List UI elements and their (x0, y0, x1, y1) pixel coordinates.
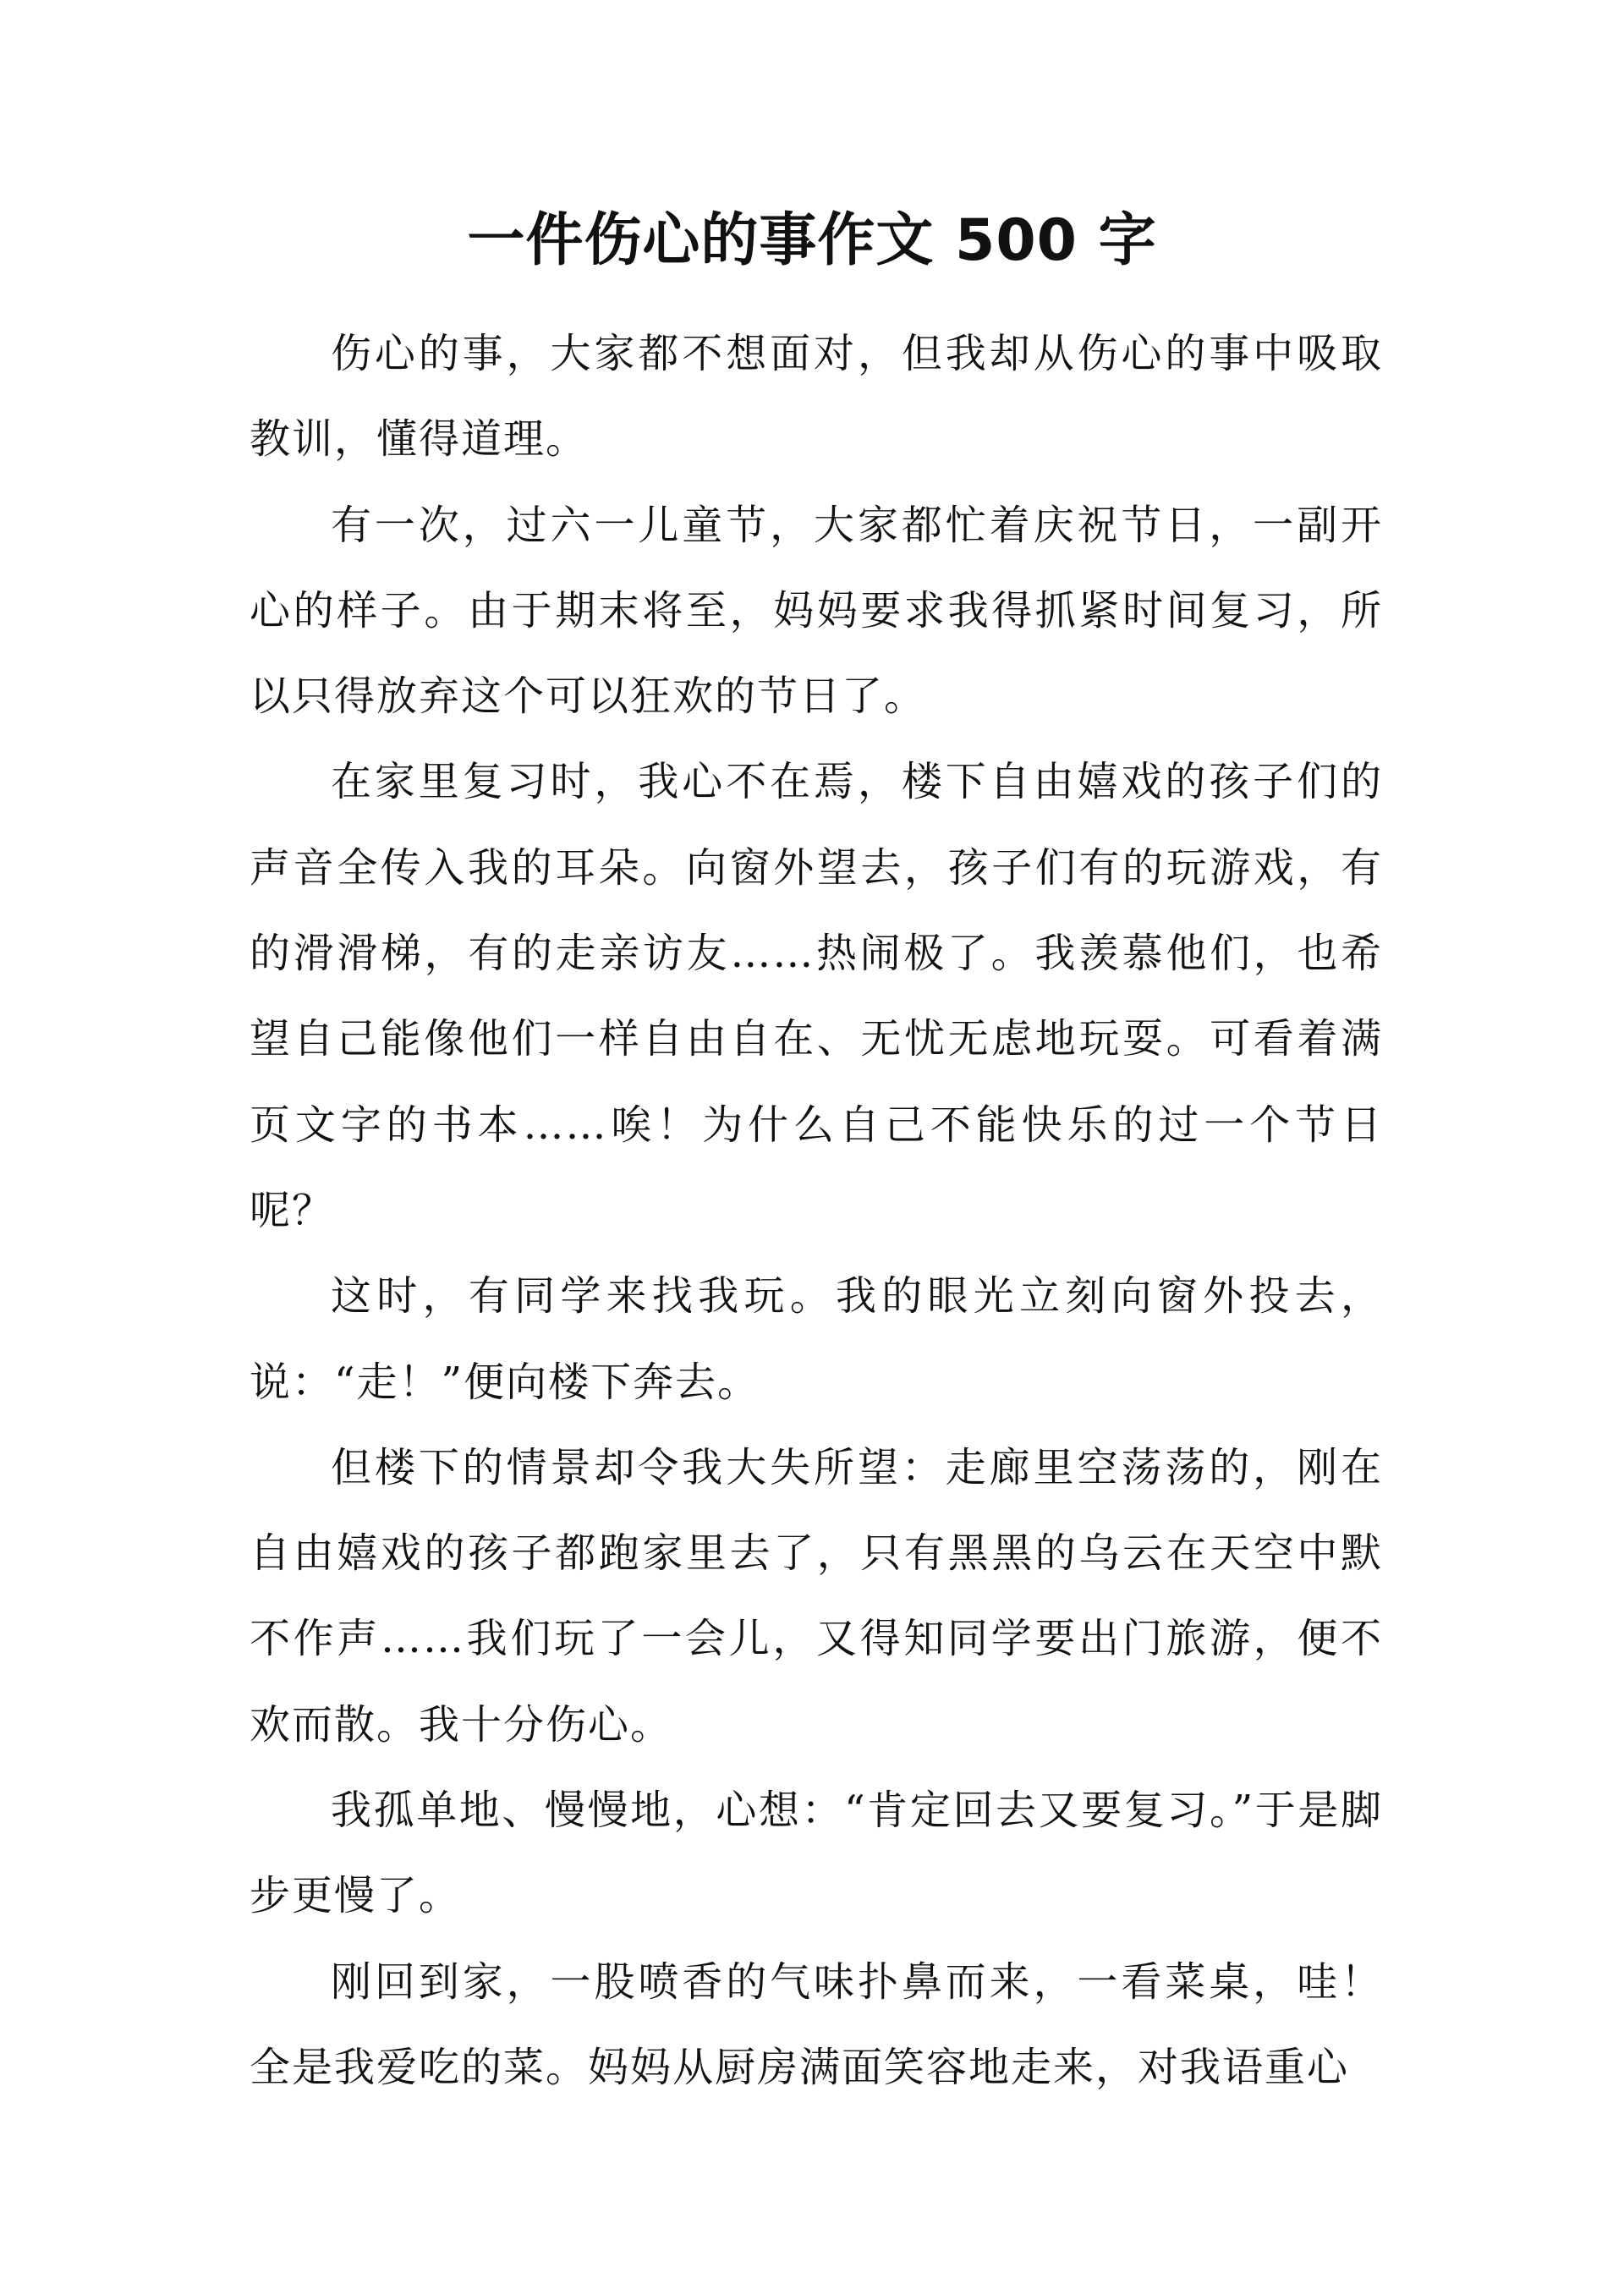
document-body (250, 311, 1383, 2111)
document-title: 一件伤心的事作文 500 字 (467, 207, 1157, 274)
paragraph-5: 但楼下的情景却令我大失所望：走廊里空荡荡的，刚在自由嬉戏的孩子都跑家里去了，只有黑黑的乌云在天空中默不作声……我们玩了一会儿，又得知同学要出门旅游，便不欢而散。我十分伤心。 (250, 1443, 1383, 1749)
paragraph-4: 这时，有同学来找我玩。我的眼光立刻向窗外投去，说：“走！”便向楼下奔去。 (250, 1272, 1383, 1406)
paragraph-1: 伤心的事，大家都不想面对，但我却从伤心的事中吸取教训，懂得道理。 (250, 330, 1383, 464)
paragraph-7: 刚回到家，一股喷香的气味扑鼻而来，一看菜桌，哇！全是我爱吃的菜。妈妈从厨房满面笑容地走来，对我语重心 (250, 1957, 1383, 2091)
paragraph-2: 有一次，过六一儿童节，大家都忙着庆祝节日，一副开心的样子。由于期末将至，妈妈要求我得抓紧时间复习，所以只得放弃这个可以狂欢的节日了。 (250, 501, 1383, 721)
paragraph-3: 在家里复习时，我心不在焉，楼下自由嬉戏的孩子们的声音全传入我的耳朵。向窗外望去，孩子们有的玩游戏，有的滑滑梯，有的走亲访友……热闹极了。我羡慕他们，也希望自己能像他们一样自由自在、无忧无虑地玩耍。可看着满页文字的书本……唉！为什么自己不能快乐的过一个节日呢？ (250, 758, 1383, 1234)
paragraph-6: 我孤单地、慢慢地，心想：“肯定回去又要复习。”于是脚步更慢了。 (250, 1787, 1383, 1920)
